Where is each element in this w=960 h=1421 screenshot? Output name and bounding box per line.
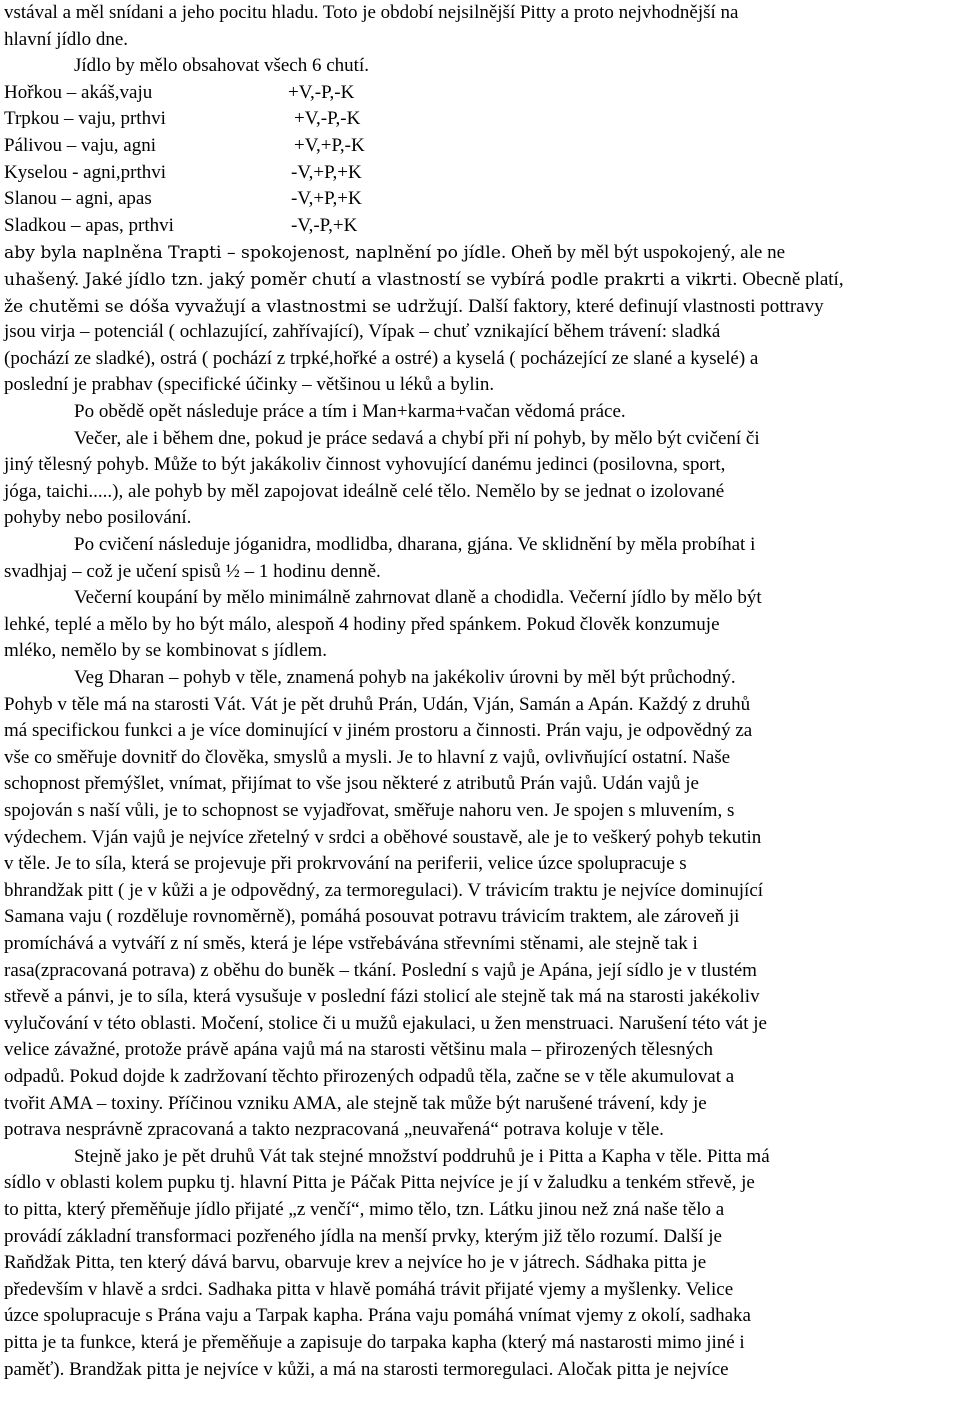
body-line: pitta je ta funkce, která je přeměňuje a zapisuje do tarpaka kapha (který má nastarosti mimo jiné i bbox=[4, 1332, 745, 1353]
text-run: aby byla naplněna Trapti – spokojenost, naplnění po jídle. bbox=[4, 243, 507, 264]
body-line: to pitta, který přeměňuje jídlo přijaté „z venčí“, mimo tělo, tzn. Látku jinou než zná naše tělo a bbox=[4, 1199, 725, 1220]
text-run: Obecně platí, bbox=[737, 269, 844, 290]
taste-name: Sladkou – apas, prthvi bbox=[4, 214, 174, 236]
body-line: svadhjaj – což je učení spisů ½ – 1 hodinu denně. bbox=[4, 560, 381, 582]
intro-line-2: hlavní jídlo dne. bbox=[4, 28, 129, 50]
taste-effect: +V,+P,-K bbox=[294, 135, 365, 156]
body-line: spojován s naší vůli, je to schopnost se vyjadřovat, směřuje nahoru ven. Je spojen s mluvením, s bbox=[4, 800, 735, 821]
body-line: výdechem. Vján vajů je nejvíce zřetelný v srdci a oběhové soustavě, ale je to veškerý pohyb tekutin bbox=[4, 826, 762, 848]
taste-effect: +V,-P,-K bbox=[294, 108, 361, 130]
body-line: jóga, taichi.....), ale pohyb by měl zapojovat ideálně celé tělo. Nemělo by se jednat o izolované bbox=[4, 480, 725, 502]
paragraph-line bbox=[4, 293, 824, 321]
taste-name: Kyselou - agni,prthvi bbox=[4, 161, 167, 183]
taste-effect: -V,+P,+K bbox=[291, 188, 362, 210]
body-line: Večerní koupání by mělo minimálně zahrnovat dlaně a chodidla. Večerní jídlo by mělo být bbox=[74, 587, 762, 609]
body-line: má specifickou funkci a je více dominující v jiném prostoru a činnosti. Prán vaju, je odpovědný za bbox=[4, 720, 753, 742]
body-line: bhrandžak pitt ( je v kůži a je odpovědný, za termoregulaci). V trávicím traktu je nejvíce dominující bbox=[4, 879, 764, 901]
text-run: že chutěmi se dóša vyvažují a vlastnostmi se udržují. bbox=[4, 296, 464, 317]
taste-name: Hořkou – akáš,vaju bbox=[4, 81, 153, 103]
tastes-heading: Jídlo by mělo obsahovat všech 6 chutí. bbox=[74, 55, 369, 77]
body-line: paměť). Brandžak pitta je nejvíce v kůži, a má na starosti termoregulaci. Aločak pitta je nejvíce bbox=[4, 1358, 729, 1380]
body-line: Stejně jako je pět druhů Vát tak stejné množství poddruhů je i Pitta a Kapha v těle. Pitta má bbox=[74, 1145, 770, 1167]
body-line: rasa(zpracovaná potrava) z oběhu do buněk – tkání. Poslední s vajů je Apána, její sídlo je v tlustém bbox=[4, 959, 757, 981]
paragraph-line bbox=[4, 239, 785, 267]
body-line: pohyby nebo posilování. bbox=[4, 507, 192, 529]
body-line: sídlo v oblasti kolem pupku tj. hlavní Pitta je Páčak Pitta nejvíce je jí v žaludku a tenkém střevě, je bbox=[4, 1172, 755, 1194]
intro-line-1: vstával a měl snídani a jeho pocitu hladu. Toto je období nejsilnější Pitty a proto nejvhodnější na bbox=[4, 2, 739, 23]
taste-effect: -V,+P,+K bbox=[291, 161, 362, 183]
body-line: Po cvičení následuje jóganidra, modlidba, dharana, gjána. Ve sklidnění by měla probíhat i bbox=[74, 534, 756, 555]
body-line: především v hlavě a srdci. Sadhaka pitta v hlavě pomáhá trávit přijaté vjemy a myšlenky. Velice bbox=[4, 1278, 734, 1300]
body-line: schopnost přemýšlet, vnímat, přijímat to vše jsou některé z atributů Prán vajů. Udán vajů je bbox=[4, 773, 699, 795]
body-line: poslední je prabhav (specifické účinky – většinou u léků a bylin. bbox=[4, 374, 495, 396]
body-line: Po obědě opět následuje práce a tím i Man+karma+vačan vědomá práce. bbox=[74, 401, 626, 422]
body-line: jiný tělesný pohyb. Může to být jakákoliv činnost vyhovující danému jedinci (posilovna, sport, bbox=[4, 454, 726, 476]
taste-name: Trpkou – vaju, prthvi bbox=[4, 108, 166, 130]
taste-name: Slanou – agni, apas bbox=[4, 188, 152, 210]
taste-name: Pálivou – vaju, agni bbox=[4, 135, 156, 156]
text-run: Další faktory, které definují vlastnosti pottravy bbox=[463, 295, 824, 317]
body-line: (pochází ze sladké), ostrá ( pochází z trpké,hořké a ostré) a kyselá ( pocházející ze slané a kyselé) a bbox=[4, 347, 759, 369]
body-line: lehké, teplé a mělo by ho být málo, alespoň 4 hodiny před spánkem. Pokud člověk konzumuje bbox=[4, 613, 720, 635]
body-line: tvořit AMA – toxiny. Příčinou vzniku AMA, ale stejně tak může být narušené trávení, kdy je bbox=[4, 1092, 707, 1114]
taste-effect: -V,-P,+K bbox=[291, 214, 358, 236]
body-line: Samana vaju ( rozděluje rovnoměrně), pomáhá posouvat potravu trávicím traktem, ale zároveň ji bbox=[4, 906, 740, 928]
body-line: Raňdžak Pitta, ten který dává barvu, obarvuje krev a nejvíce ho je v játrech. Sádhaka pitta je bbox=[4, 1252, 707, 1274]
taste-effect: +V,-P,-K bbox=[288, 81, 355, 103]
body-line: Pohyb v těle má na starosti Vát. Vát je pět druhů Prán, Udán, Vján, Samán a Apán. Každý z druhů bbox=[4, 693, 751, 715]
text-run: Oheň by měl být uspokojený, ale ne bbox=[506, 242, 786, 264]
body-line: střevě a pánvi, je to síla, která vysušuje v poslední fázi stolicí ale stejně tak má na starosti jakékoliv bbox=[4, 986, 760, 1008]
body-line: mléko, nemělo by se kombinovat s jídlem. bbox=[4, 640, 327, 662]
body-line: vylučování v této oblasti. Močení, stolice či u mužů ejakulaci, u žen menstruaci. Narušení této vát je bbox=[4, 1012, 767, 1034]
text-run: uhašený. Jaké jídlo tzn. jaký poměr chutí a vlastností se vybírá podle prakrti a vikrti. bbox=[4, 270, 738, 290]
paragraph-line bbox=[4, 266, 844, 294]
body-line: potrava nesprávně zpracovaná a takto nezpracovaná „neuvařená“ potrava koluje v těle. bbox=[4, 1119, 664, 1141]
body-line: promíchává a vytváří z ní směs, která je lépe vstřebávána střevními stěnami, ale stejně tak i bbox=[4, 933, 698, 954]
body-line: vše co směřuje dovnitř do člověka, smyslů a mysli. Je to hlavní z vajů, ovlivňující ostatní. Naše bbox=[4, 746, 731, 768]
body-line: v těle. Je to síla, která se projevuje při prokrvování na periferii, velice úzce spolupracuje s bbox=[4, 853, 687, 875]
body-line: Veg Dharan – pohyb v těle, znamená pohyb na jakékoliv úrovni by měl být průchodný. bbox=[74, 667, 736, 688]
body-line: odpadů. Pokud dojde k zadržovaní těchto přirozených odpadů těla, začne se v těle akumulovat a bbox=[4, 1066, 735, 1087]
body-line: velice závažné, protože právě apána vajů má na starosti většinu mala – přirozených tělesných bbox=[4, 1039, 714, 1061]
body-line: provádí základní transformaci pozřeného jídla na menší prvky, kterým již tělo rozumí. Další je bbox=[4, 1225, 722, 1247]
body-line: Večer, ale i během dne, pokud je práce sedavá a chybí při ní pohyb, by mělo být cvičení či bbox=[74, 427, 760, 449]
body-line: úzce spolupracuje s Prána vaju a Tarpak kapha. Prána vaju pomáhá vnímat vjemy z okolí, sadhaka bbox=[4, 1305, 751, 1327]
body-line: jsou virja – potenciál ( ochlazující, zahřívající), Vípak – chuť vznikající během trávení: sladká bbox=[4, 321, 721, 343]
